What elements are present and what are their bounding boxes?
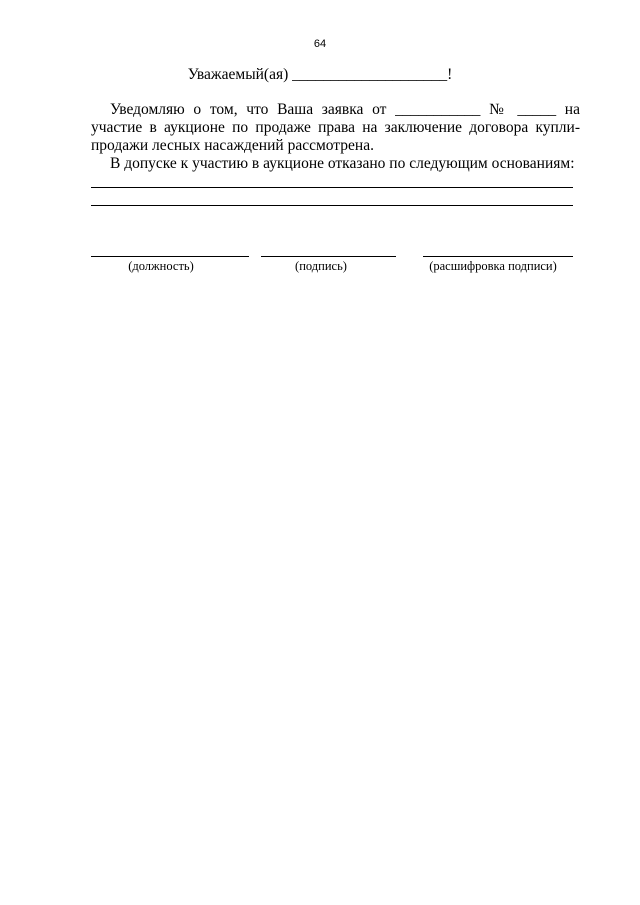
signature-caption: (подпись) (295, 259, 347, 273)
reason-blank-line-1 (91, 187, 573, 188)
refusal-reasons-heading: В допуске к участию в аукционе отказано по следующим основаниям: (110, 155, 575, 172)
signature-line (261, 256, 396, 257)
notice-text (91, 101, 580, 173)
decryption-signature-line (423, 256, 573, 257)
position-signature-line (91, 256, 249, 257)
reason-blank-line-2 (91, 205, 573, 206)
decryption-caption: (расшифровка подписи) (429, 259, 557, 273)
notice-paragraph: Уведомляю о том, что Ваша заявка от ___________ № _____ на участие в аукционе по продаже права на заключение договора купли-продажи лесных насаждений рассмотрена. (91, 101, 580, 154)
position-caption: (должность) (128, 259, 194, 273)
page-number: 64 (313, 38, 327, 50)
salutation: Уважаемый(ая) ____________________! (187, 66, 453, 83)
